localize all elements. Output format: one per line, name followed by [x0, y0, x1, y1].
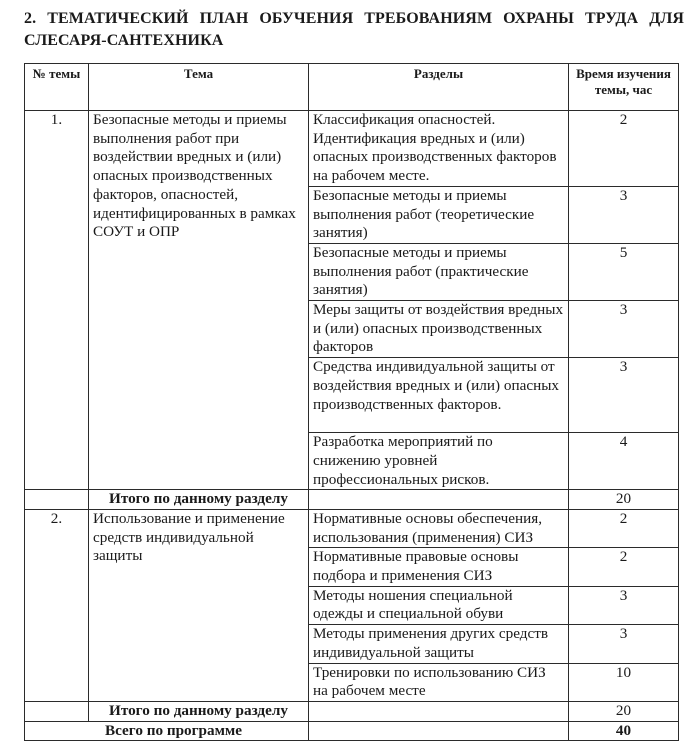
section-name: Средства индивидуальной защиты от воздействия вредных и (или) опасных производственных факторов.	[309, 358, 569, 433]
topic-title: Использование и применение средств индивидуальной защиты	[89, 509, 309, 701]
section-name: Методы ношения специальной одежды и специальной обуви	[309, 586, 569, 624]
section-hours: 3	[569, 301, 679, 358]
empty-cell	[309, 490, 569, 510]
section-hours: 3	[569, 358, 679, 433]
section-hours: 10	[569, 663, 679, 701]
section-name: Тренировки по использованию СИЗ на рабочем месте	[309, 663, 569, 701]
section-name: Безопасные методы и приемы выполнения работ (практические занятия)	[309, 243, 569, 300]
header-sections: Разделы	[309, 64, 569, 111]
subtotal-label: Итого по данному разделу	[89, 701, 309, 721]
header-hours: Время изучения темы, час	[569, 64, 679, 111]
table-row	[25, 509, 679, 547]
empty-cell	[25, 701, 89, 721]
subtotal-hours: 20	[569, 701, 679, 721]
header-topic: Тема	[89, 64, 309, 111]
subtotal-hours: 20	[569, 490, 679, 510]
section-hours: 5	[569, 243, 679, 300]
document-title: 2. ТЕМАТИЧЕСКИЙ ПЛАН ОБУЧЕНИЯ ТРЕБОВАНИЯМ ОХРАНЫ ТРУДА ДЛЯ СЛЕСАРЯ-САНТЕХНИКА	[24, 10, 684, 49]
topic-number: 2.	[25, 509, 89, 701]
empty-cell	[309, 721, 569, 741]
section-hours: 4	[569, 433, 679, 490]
table-header-row	[25, 64, 679, 111]
section-name: Разработка мероприятий по снижению уровней профессиональных рисков.	[309, 433, 569, 490]
subtotal-row	[25, 701, 679, 721]
section-name: Классификация опасностей. Идентификация вредных и (или) опасных производственных факторов на рабочем месте.	[309, 111, 569, 187]
section-hours: 2	[569, 509, 679, 547]
table-row	[25, 111, 679, 187]
section-hours: 2	[569, 548, 679, 586]
empty-cell	[309, 701, 569, 721]
section-name: Нормативные основы обеспечения, использования (применения) СИЗ	[309, 509, 569, 547]
thematic-plan-table	[24, 63, 679, 741]
section-name: Методы применения других средств индивидуальной защиты	[309, 625, 569, 663]
section-name: Нормативные правовые основы подбора и применения СИЗ	[309, 548, 569, 586]
section-hours: 2	[569, 111, 679, 187]
section-name: Безопасные методы и приемы выполнения работ (теоретические занятия)	[309, 186, 569, 243]
subtotal-row	[25, 490, 679, 510]
total-hours: 40	[569, 721, 679, 741]
section-hours: 3	[569, 186, 679, 243]
section-hours: 3	[569, 625, 679, 663]
total-label: Всего по программе	[25, 721, 309, 741]
header-topic-number: № темы	[25, 64, 89, 111]
section-name: Меры защиты от воздействия вредных и (или) опасных производственных факторов	[309, 301, 569, 358]
topic-title: Безопасные методы и приемы выполнения работ при воздействии вредных и (или) опасных производственных факторов, опасностей, идентифицированных в рамках СОУТ и ОПР	[89, 111, 309, 490]
empty-cell	[25, 490, 89, 510]
total-row	[25, 721, 679, 741]
topic-number: 1.	[25, 111, 89, 490]
subtotal-label: Итого по данному разделу	[89, 490, 309, 510]
section-hours: 3	[569, 586, 679, 624]
